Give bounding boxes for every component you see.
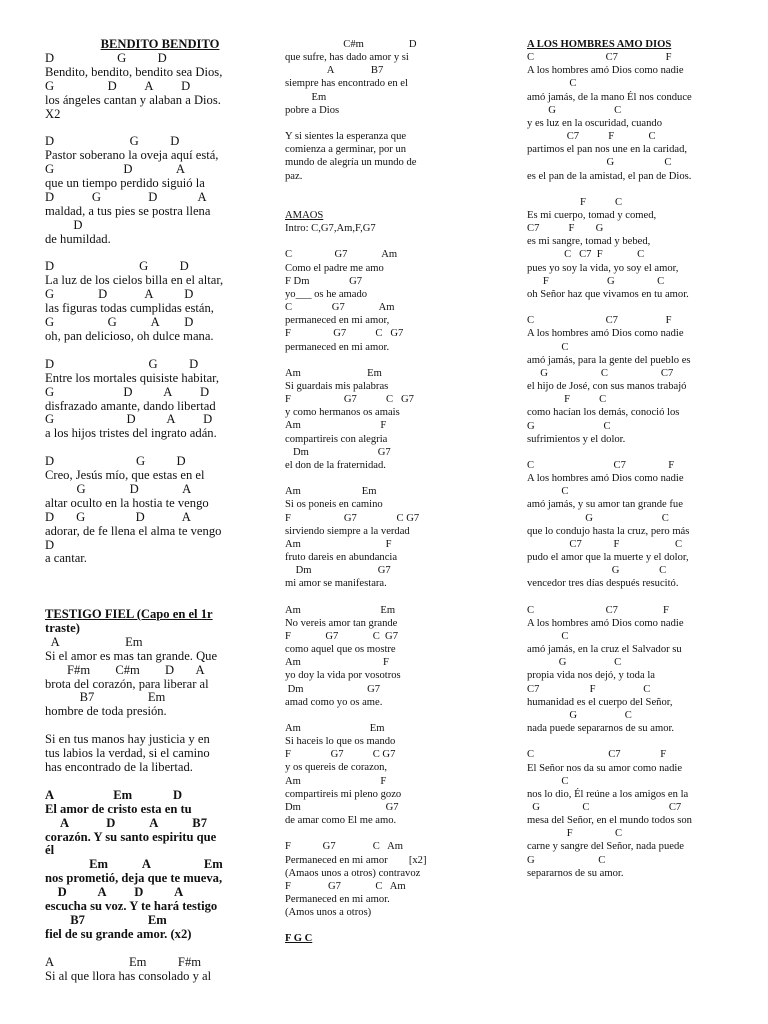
- song-line: (Amos unos a otros): [285, 907, 372, 919]
- blank-line: [285, 235, 510, 248]
- song-line: nos lo dio, Él reúne a los amigos en la: [527, 788, 689, 800]
- song-line: G D A D: [45, 384, 210, 399]
- section-heading: él: [45, 843, 55, 858]
- song-line: y es luz en la oscuridad, cuando: [527, 117, 663, 129]
- song-line: D G D: [45, 356, 199, 371]
- song-line: como hacían los demás, conoció los: [527, 407, 680, 419]
- song-line: humanidad es el cuerpo del Señor,: [527, 696, 673, 708]
- blank-line: [45, 580, 275, 594]
- song-line: pobre a Dios: [285, 104, 340, 116]
- song-line: C: [527, 78, 577, 90]
- song-line: altar oculto en la hostia te vengo: [45, 495, 209, 510]
- blank-line: [45, 775, 275, 789]
- song-line: Am F: [285, 538, 392, 550]
- song-line: A Em: [45, 634, 143, 649]
- song-line: es mi sangre, tomad y bebed,: [527, 236, 651, 248]
- song-line: (Amaos unos a otros) contravoz: [285, 867, 421, 879]
- song-line: sufrimientos y el dolor.: [527, 433, 626, 445]
- song-line: G C: [527, 565, 667, 577]
- blank-line: [285, 919, 510, 932]
- song-line: G D A D: [45, 287, 194, 302]
- song-line: F G C: [527, 275, 665, 287]
- song-line: adorar, de fe llena el alma te vengo: [45, 523, 222, 538]
- song-line: mundo de alegría un mundo de: [285, 157, 417, 169]
- song-line: F#m C#m D A: [45, 662, 205, 677]
- blank-line: [527, 591, 759, 604]
- song-line: Si en tus manos hay justicia y en: [45, 732, 210, 747]
- song-line: C C7 F C: [527, 249, 645, 261]
- section-heading: B7 Em: [45, 912, 167, 927]
- song-line: mi amor se manifestara.: [285, 578, 387, 590]
- column-amaos: [285, 38, 510, 946]
- section-heading: F G C: [285, 933, 313, 945]
- song-line: G G A D: [45, 315, 194, 330]
- blank-line: [527, 446, 759, 459]
- blank-line: [527, 301, 759, 314]
- song-line: F G7 C G7: [285, 512, 420, 524]
- song-line: G D A D: [45, 412, 213, 427]
- song-line: Si al que llora has consolado y al: [45, 968, 212, 983]
- song-line: amad como yo os ame.: [285, 696, 383, 708]
- song-line: F G7 C G7: [285, 394, 414, 406]
- blank-line: [45, 441, 275, 455]
- song-line: D G D A: [45, 189, 207, 204]
- song-line: Dm G7: [285, 801, 399, 813]
- song-line: Y si sientes la esperanza que: [285, 131, 407, 143]
- song-line: y os quereis de corazon,: [285, 762, 388, 774]
- song-line: Am Em: [285, 604, 396, 616]
- song-line: brota del corazón, para liberar al: [45, 676, 209, 691]
- blank-line: [285, 472, 510, 485]
- song-line: amó jamás, de la mano Él nos conduce: [527, 91, 692, 103]
- song-line: G C C7: [527, 367, 674, 379]
- song-line: Si os poneis en camino: [285, 499, 383, 511]
- song-line: F C: [527, 394, 607, 406]
- section-heading: corazón. Y su santo espiritu que: [45, 829, 217, 844]
- song-line: A B7: [285, 65, 384, 77]
- song-line: C: [527, 341, 569, 353]
- song-line: pues yo soy la vida, yo soy el amor,: [527, 262, 679, 274]
- song-line: C#m D: [285, 39, 417, 50]
- blank-line: [285, 354, 510, 367]
- song-line: Entre los mortales quisiste habitar,: [45, 370, 220, 385]
- song-line: permaneced en mi amor,: [285, 315, 390, 327]
- song-line: D G D: [45, 259, 189, 274]
- song-line: comienza a germinar, por un: [285, 144, 407, 156]
- song-line: hombre de toda presión.: [45, 704, 167, 719]
- song-line: C7 F G: [527, 223, 604, 235]
- song-line: las figuras todas cumplidas están,: [45, 301, 214, 316]
- song-line: A los hombres amó Dios como nadie: [527, 473, 684, 485]
- song-line: D G D: [45, 134, 180, 149]
- song-line: F Dm G7: [285, 275, 363, 287]
- song-line: propia vida nos dejó, y toda la: [527, 670, 655, 682]
- song-line: de humildad.: [45, 231, 111, 246]
- song-line: que sufre, has dado amor y si: [285, 52, 409, 64]
- song-line: La luz de los cielos billa en el altar,: [45, 273, 224, 288]
- song-line: A los hombres amó Dios como nadie: [527, 328, 684, 340]
- blank-line: [45, 247, 275, 261]
- song-line: has encontrado de la libertad.: [45, 760, 193, 774]
- song-line: Si guardais mis palabras: [285, 380, 389, 392]
- song-line: sirviendo siempre a la verdad: [285, 525, 410, 537]
- song-line: A Em F#m: [45, 954, 202, 969]
- song-line: amó jamás, en la cruz el Salvador su: [527, 644, 682, 656]
- song-line: a los hijos tristes del ingrato adán.: [45, 426, 217, 441]
- song-line: D G D: [45, 454, 186, 469]
- section-heading: A Em D: [45, 787, 183, 802]
- song-line: Bendito, bendito, bendito sea Dios,: [45, 64, 223, 79]
- section-heading: TESTIGO FIEL (Capo en el 1r: [45, 607, 213, 622]
- section-heading: Em A Em: [45, 857, 223, 872]
- song-line: Am F: [285, 775, 387, 787]
- song-line: G C: [527, 854, 606, 866]
- song-line: Permaneced en mi amor.: [285, 894, 390, 906]
- song-line: Permaneced en mi amor [x2]: [285, 854, 427, 866]
- song-line: C C7 F: [527, 52, 672, 64]
- song-line: D G D: [45, 50, 167, 65]
- song-line: F G7 C Am: [285, 880, 406, 892]
- song-line: C: [527, 486, 569, 498]
- song-line: F G7 C G7: [285, 749, 396, 761]
- song-line: yo doy la vida por vosotros: [285, 670, 401, 682]
- song-line: Como el padre me amo: [285, 262, 384, 274]
- blank-line: [527, 183, 759, 196]
- song-line: amó jamás, y su amor tan grande fue: [527, 499, 683, 511]
- song-line: compartireis mi pleno gozo: [285, 788, 402, 800]
- song-line: el don de la fraternidad.: [285, 459, 386, 471]
- song-line: C7 F C: [527, 538, 683, 550]
- blank-line: [45, 566, 275, 580]
- song-line: oh, pan delicioso, oh dulce mana.: [45, 329, 214, 343]
- song-line: G D A D: [45, 78, 191, 93]
- song-line: compartireis con alegria: [285, 433, 388, 445]
- blank-line: [527, 735, 759, 748]
- song-line: mesa del Señor, en el mundo todos son: [527, 815, 692, 827]
- blank-line: [285, 827, 510, 840]
- song-line: X2: [45, 106, 61, 121]
- song-line: G C C7: [527, 801, 682, 813]
- blank-line: [285, 590, 510, 603]
- song-line: siempre has encontrado en el: [285, 78, 408, 90]
- song-line: amó jamás, para la gente del pueblo es: [527, 354, 691, 366]
- blank-line: [45, 344, 275, 358]
- section-heading: escucha su voz. Y te hará testigo: [45, 899, 218, 914]
- song-line: vencedor tres días después resucitó.: [527, 578, 679, 590]
- song-line: Creo, Jesús mío, que estas en el: [45, 468, 205, 483]
- song-line: es el pan de la amistad, el pan de Dios.: [527, 170, 692, 182]
- song-line: Es mi cuerpo, tomad y comed,: [527, 210, 657, 222]
- song-line: a cantar.: [45, 551, 87, 566]
- song-line: como aquel que os mostre: [285, 644, 396, 656]
- song-line: C C7 F: [527, 749, 667, 761]
- song-line: Em: [285, 91, 327, 103]
- blank-line: [285, 117, 510, 130]
- song-line: separarnos de su amor.: [527, 867, 624, 879]
- song-line: Am F: [285, 420, 387, 432]
- song-line: D: [45, 217, 83, 232]
- song-line: G C: [527, 709, 632, 721]
- column-bendito-testigo: [45, 38, 275, 983]
- section-heading: El amor de cristo esta en tu: [45, 801, 192, 816]
- song-line: El Señor nos da su amor como nadie: [527, 762, 683, 774]
- blank-line: [45, 719, 275, 733]
- song-line: F C: [527, 828, 623, 840]
- song-line: paz.: [285, 170, 303, 182]
- song-line: A los hombres amó Dios como nadie: [527, 65, 684, 77]
- song-line: G C: [527, 657, 622, 669]
- section-heading: nos prometió, deja que te mueva,: [45, 871, 223, 886]
- song-line: G D A: [45, 162, 185, 177]
- song-line: y como hermanos os amais: [285, 407, 400, 419]
- song-line: el hijo de José, con sus manos trabajó: [527, 381, 687, 393]
- song-line: C7 F C: [527, 131, 656, 143]
- song-line: C C7 F: [527, 315, 672, 327]
- song-line: G C: [527, 420, 611, 432]
- song-line: C G7 Am: [285, 302, 395, 314]
- song-line: oh Señor haz que vivamos en tu amor.: [527, 288, 689, 300]
- song-line: maldad, a tus pies se postra llena: [45, 203, 211, 218]
- song-line: Si el amor es mas tan grande. Que: [45, 648, 218, 663]
- song-line: D: [45, 537, 55, 552]
- song-line: Pastor soberano la oveja aquí está,: [45, 148, 219, 163]
- song-line: G C: [527, 157, 672, 169]
- song-line: C C7 F: [527, 604, 669, 616]
- song-line: yo___ os he amado: [285, 288, 368, 300]
- song-line: G D A: [45, 481, 192, 496]
- blank-line: [285, 709, 510, 722]
- column-a-los-hombres: [527, 38, 759, 880]
- song-line: B7 Em: [45, 690, 166, 705]
- blank-line: [285, 196, 510, 209]
- song-line: C C7 F: [527, 459, 675, 471]
- section-heading: fiel de su grande amor. (x2): [45, 926, 192, 941]
- section-heading: BENDITO BENDITO: [100, 37, 220, 51]
- song-line: A los hombres amó Dios como nadie: [527, 617, 684, 629]
- song-line: pudo el amor que la muerte y el dolor,: [527, 552, 689, 564]
- song-line: los ángeles cantan y alaban a Dios.: [45, 92, 221, 107]
- song-line: C7 F C: [527, 683, 651, 695]
- song-line: Am Em: [285, 723, 385, 734]
- song-line: C: [527, 630, 569, 642]
- song-line: Dm G7: [285, 565, 391, 577]
- song-line: F G7 C G7: [285, 630, 399, 642]
- song-line: que un tiempo perdido siguió la: [45, 176, 205, 191]
- song-line: carne y sangre del Señor, nada puede: [527, 841, 684, 853]
- song-line: C G7 Am: [285, 249, 398, 261]
- song-line: permaneced en mi amor.: [285, 341, 390, 353]
- section-heading: A D A B7: [45, 815, 207, 830]
- song-line: Am Em: [285, 367, 382, 379]
- song-line: No vereis amor tan grande: [285, 617, 398, 629]
- song-line: nada puede separarnos de su amor.: [527, 723, 675, 735]
- song-line: Dm G7: [285, 683, 381, 695]
- song-line: G C: [527, 104, 622, 116]
- song-line: F G7 C Am: [285, 841, 404, 853]
- section-heading: traste): [45, 620, 80, 635]
- song-line: partimos el pan nos une en la caridad,: [527, 144, 688, 156]
- blank-line: [285, 183, 510, 196]
- section-heading: D A D A: [45, 885, 184, 900]
- song-line: Am Em: [285, 486, 377, 498]
- song-line: disfrazado amante, dando libertad: [45, 398, 216, 413]
- blank-line: [45, 594, 275, 608]
- song-line: Si haceis lo que os mando: [285, 736, 396, 748]
- section-heading: A LOS HOMBRES AMO DIOS: [527, 39, 672, 50]
- song-line: fruto dareis en abundancia: [285, 552, 398, 563]
- song-line: C: [527, 775, 569, 787]
- song-line: D G D A: [45, 509, 191, 524]
- song-line: de amar como El me amo.: [285, 815, 397, 827]
- song-line: tus labios la verdad, si el camino: [45, 746, 210, 761]
- blank-line: [45, 121, 275, 135]
- song-line: G C: [527, 512, 669, 524]
- song-line: Am F: [285, 657, 389, 669]
- song-line: Dm G7: [285, 446, 391, 458]
- song-line: que lo condujo hasta la cruz, pero más: [527, 525, 690, 537]
- blank-line: [45, 942, 275, 956]
- song-line: F C: [527, 196, 623, 208]
- song-line: Intro: C,G7,Am,F,G7: [285, 223, 376, 235]
- song-line: F G7 C G7: [285, 328, 404, 340]
- section-heading: AMAOS: [285, 209, 324, 221]
